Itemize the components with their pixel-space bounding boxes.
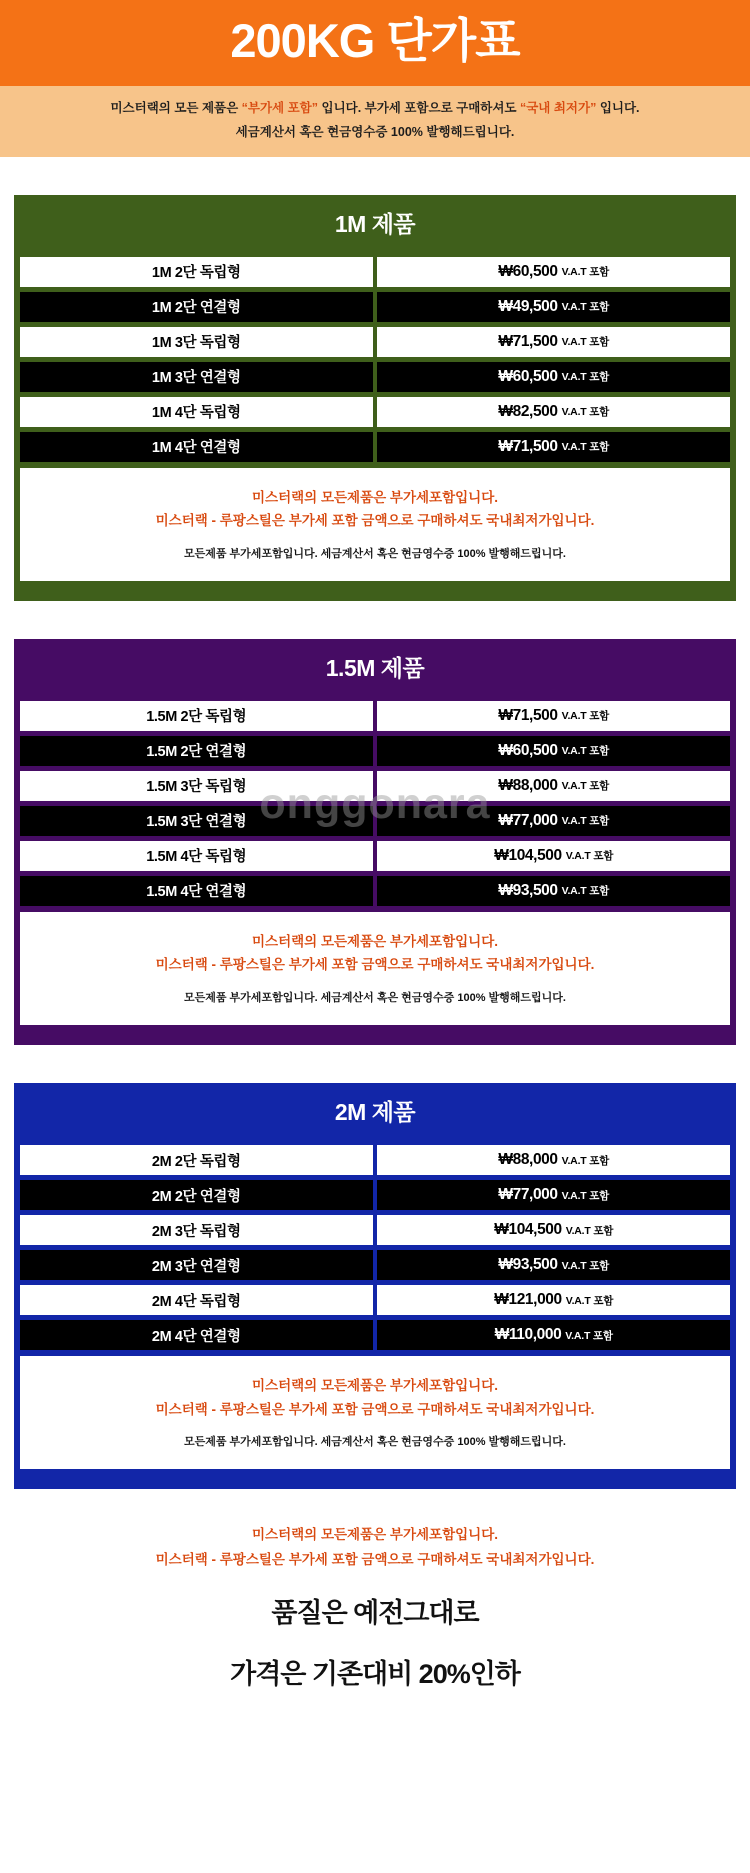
price-amount: ₩110,000 <box>494 1326 562 1344</box>
price-cell <box>377 432 730 462</box>
subheader-line-2: 세금계산서 혹은 현금영수증 100% 발행해드립니다. <box>235 124 515 139</box>
product-name-cell: 1M 4단 독립형 <box>20 397 373 427</box>
vat-label: V.A.T 포함 <box>565 1224 614 1237</box>
product-name-cell: 1.5M 2단 독립형 <box>20 701 373 731</box>
vat-label: V.A.T 포함 <box>561 1154 610 1167</box>
price-amount: ₩104,500 <box>494 846 562 864</box>
table-row <box>20 1145 730 1175</box>
price-cell <box>377 876 730 906</box>
page-footer <box>0 1489 750 1714</box>
table-row <box>20 397 730 427</box>
price-amount: ₩77,000 <box>498 1186 558 1204</box>
subheader-highlight-1: “부가세 포함” <box>241 101 319 116</box>
product-name-cell: 1M 2단 연결형 <box>20 292 373 322</box>
section-wrapper <box>0 157 750 601</box>
price-cell <box>377 736 730 766</box>
vat-label: V.A.T 포함 <box>561 1259 610 1272</box>
price-cell <box>377 806 730 836</box>
table-row <box>20 771 730 801</box>
subheader-text-pre: 미스터랙의 모든 제품은 <box>110 101 242 116</box>
section-note-line-1: 미스터랙의 모든제품은 부가세포함입니다. <box>252 1378 498 1394</box>
vat-label: V.A.T 포함 <box>561 266 610 279</box>
vat-label: V.A.T 포함 <box>561 885 610 898</box>
price-amount: ₩104,500 <box>494 1221 562 1239</box>
vat-label: V.A.T 포함 <box>561 301 610 314</box>
product-name-cell: 2M 2단 연결형 <box>20 1180 373 1210</box>
table-row <box>20 701 730 731</box>
product-name-cell: 2M 2단 독립형 <box>20 1145 373 1175</box>
section-note-line-1: 미스터랙의 모든제품은 부가세포함입니다. <box>252 933 498 949</box>
table-row <box>20 257 730 287</box>
price-cell <box>377 1145 730 1175</box>
vat-label: V.A.T 포함 <box>561 371 610 384</box>
price-amount: ₩93,500 <box>498 881 558 899</box>
price-amount: ₩93,500 <box>498 1256 558 1274</box>
vat-label: V.A.T 포함 <box>561 780 610 793</box>
section-note <box>20 1356 730 1469</box>
section-title: 2M 제품 <box>14 1083 736 1139</box>
vat-label: V.A.T 포함 <box>561 336 610 349</box>
product-name-cell: 1.5M 4단 연결형 <box>20 876 373 906</box>
section-note <box>20 468 730 581</box>
price-sections <box>0 157 750 1490</box>
price-table <box>14 695 736 906</box>
table-row <box>20 806 730 836</box>
price-amount: ₩49,500 <box>498 297 558 315</box>
price-cell <box>377 362 730 392</box>
table-row <box>20 841 730 871</box>
product-name-cell: 1.5M 2단 연결형 <box>20 736 373 766</box>
section-note-line-1: 미스터랙의 모든제품은 부가세포함입니다. <box>252 489 498 505</box>
table-row <box>20 1215 730 1245</box>
product-name-cell: 1.5M 3단 연결형 <box>20 806 373 836</box>
price-cell <box>377 1320 730 1350</box>
product-name-cell: 1.5M 3단 독립형 <box>20 771 373 801</box>
table-row <box>20 1285 730 1315</box>
watermark: onggonara <box>259 780 491 828</box>
vat-label: V.A.T 포함 <box>565 1294 614 1307</box>
price-amount: ₩71,500 <box>498 706 558 724</box>
price-cell <box>377 1285 730 1315</box>
subheader-highlight-2: “국내 최저가” <box>519 101 597 116</box>
subheader-line-1 <box>0 97 750 121</box>
table-row <box>20 292 730 322</box>
section-wrapper <box>0 1045 750 1489</box>
table-row <box>20 1180 730 1210</box>
product-name-cell: 2M 4단 연결형 <box>20 1320 373 1350</box>
subheader-banner <box>0 86 750 157</box>
table-row <box>20 736 730 766</box>
table-row <box>20 1320 730 1350</box>
footer-note-line-1: 미스터랙의 모든제품은 부가세포함입니다. <box>252 1527 498 1543</box>
table-row <box>20 876 730 906</box>
subheader-text-mid: 입니다. 부가세 포함으로 구매하셔도 <box>318 101 520 116</box>
price-section <box>14 639 736 1045</box>
price-cell <box>377 1180 730 1210</box>
price-amount: ₩60,500 <box>498 741 558 759</box>
product-name-cell: 1.5M 4단 독립형 <box>20 841 373 871</box>
product-name-cell: 1M 2단 독립형 <box>20 257 373 287</box>
section-footer-strip <box>14 1025 736 1045</box>
vat-label: V.A.T 포함 <box>561 710 610 723</box>
vat-label: V.A.T 포함 <box>561 815 610 828</box>
section-footer-strip <box>14 1469 736 1489</box>
section-note <box>20 912 730 1025</box>
vat-label: V.A.T 포함 <box>565 850 614 863</box>
price-cell <box>377 841 730 871</box>
product-name-cell: 1M 3단 독립형 <box>20 327 373 357</box>
section-title: 1.5M 제품 <box>14 639 736 695</box>
vat-label: V.A.T 포함 <box>561 745 610 758</box>
section-note-line-2: 미스터랙 - 루팡스틸은 부가세 포함 금액으로 구매하셔도 국내최저가입니다. <box>155 513 595 529</box>
table-row <box>20 362 730 392</box>
price-cell <box>377 327 730 357</box>
vat-label: V.A.T 포함 <box>561 441 610 454</box>
price-section <box>14 195 736 601</box>
page-title: 200KG 단가표 <box>230 14 520 67</box>
price-cell <box>377 771 730 801</box>
section-wrapper <box>0 601 750 1045</box>
footer-headline-2: 가격은 기존대비 20%인하 <box>230 1659 520 1690</box>
page-header <box>0 0 750 86</box>
price-amount: ₩88,000 <box>498 776 558 794</box>
price-amount: ₩121,000 <box>494 1291 562 1309</box>
section-note-line-2: 미스터랙 - 루팡스틸은 부가세 포함 금액으로 구매하셔도 국내최저가입니다. <box>155 1401 595 1417</box>
section-body <box>14 195 736 601</box>
price-cell <box>377 1215 730 1245</box>
footer-note-line-2: 미스터랙 - 루팡스틸은 부가세 포함 금액으로 구매하셔도 국내최저가입니다. <box>155 1551 595 1567</box>
price-cell <box>377 1250 730 1280</box>
price-section <box>14 1083 736 1489</box>
price-amount: ₩77,000 <box>498 811 558 829</box>
vat-label: V.A.T 포함 <box>561 1189 610 1202</box>
section-note-small: 모든제품 부가세포함입니다. 세금계산서 혹은 현금영수증 100% 발행해드립니다. <box>184 992 566 1005</box>
table-row <box>20 1250 730 1280</box>
price-table <box>14 251 736 462</box>
table-row <box>20 327 730 357</box>
vat-label: V.A.T 포함 <box>561 406 610 419</box>
section-body <box>14 639 736 1045</box>
subheader-text-post: 입니다. <box>596 101 640 116</box>
price-amount: ₩71,500 <box>498 437 558 455</box>
price-cell <box>377 257 730 287</box>
section-note-line-2: 미스터랙 - 루팡스틸은 부가세 포함 금액으로 구매하셔도 국내최저가입니다. <box>155 957 595 973</box>
product-name-cell: 2M 3단 연결형 <box>20 1250 373 1280</box>
section-footer-strip <box>14 581 736 601</box>
price-table <box>14 1139 736 1350</box>
price-cell <box>377 397 730 427</box>
price-amount: ₩82,500 <box>498 402 558 420</box>
product-name-cell: 1M 4단 연결형 <box>20 432 373 462</box>
price-amount: ₩60,500 <box>498 367 558 385</box>
price-cell <box>377 292 730 322</box>
vat-label: V.A.T 포함 <box>565 1329 613 1342</box>
section-note-small: 모든제품 부가세포함입니다. 세금계산서 혹은 현금영수증 100% 발행해드립니다. <box>184 547 566 560</box>
section-title: 1M 제품 <box>14 195 736 251</box>
price-amount: ₩71,500 <box>498 332 558 350</box>
product-name-cell: 2M 4단 독립형 <box>20 1285 373 1315</box>
section-body <box>14 1083 736 1489</box>
table-row <box>20 432 730 462</box>
price-amount: ₩88,000 <box>498 1151 558 1169</box>
product-name-cell: 1M 3단 연결형 <box>20 362 373 392</box>
price-amount: ₩60,500 <box>498 262 558 280</box>
price-cell <box>377 701 730 731</box>
section-note-small: 모든제품 부가세포함입니다. 세금계산서 혹은 현금영수증 100% 발행해드립니다. <box>184 1436 566 1449</box>
footer-headline-1: 품질은 예전그대로 <box>271 1597 479 1628</box>
product-name-cell: 2M 3단 독립형 <box>20 1215 373 1245</box>
